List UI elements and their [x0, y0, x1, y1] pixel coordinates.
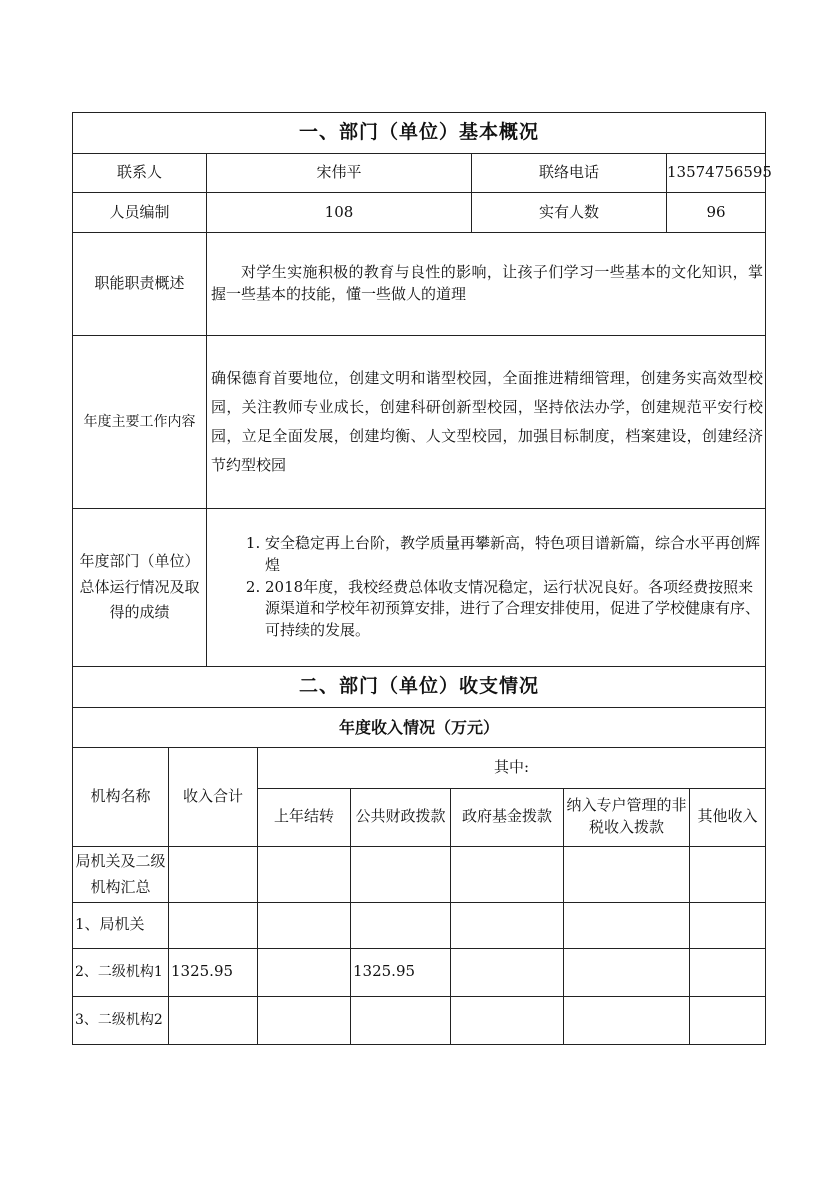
row-name: 1、局机关 [73, 902, 169, 948]
col-public-fiscal-header: 公共财政拨款 [351, 788, 451, 846]
table-row [73, 948, 766, 996]
row-cell [690, 846, 766, 902]
col-total-header: 收入合计 [169, 748, 258, 846]
table-row [73, 996, 766, 1044]
row-cell [451, 902, 564, 948]
row-cell [564, 846, 690, 902]
achievements-cell [207, 509, 766, 667]
row-cell [564, 996, 690, 1044]
row-total [169, 996, 258, 1044]
income-table [72, 748, 766, 1045]
actual-label: 实有人数 [472, 193, 667, 233]
achievement-item: 1. 安全稳定再上台阶，教学质量再攀新高，特色项目谱新篇，综合水平再创辉煌 [265, 533, 761, 577]
row-name: 2、二级机构1 [73, 948, 169, 996]
row-name: 3、二级机构2 [73, 996, 169, 1044]
income-title: 年度收入情况（万元） [73, 708, 766, 748]
annual-work-text: 确保德育首要地位，创建文明和谐型校园，全面推进精细管理，创建务实高效型校园，关注教师专业成长，创建科研创新型校园，坚持依法办学，创建规范平安行校园，立足全面发展，创建均衡、人文型校园，加强目标制度，档案建设，创建经济节约型校园 [207, 336, 766, 509]
col-other-header: 其他收入 [690, 788, 766, 846]
row-name: 局机关及二级机构汇总 [73, 846, 169, 902]
row-cell [258, 846, 351, 902]
row-cell [451, 948, 564, 996]
row-cell [351, 902, 451, 948]
section1-title: 一、部门（单位）基本概况 [73, 113, 766, 154]
duties-label: 职能职责概述 [73, 233, 207, 336]
annual-work-label: 年度主要工作内容 [73, 336, 207, 509]
col-among-header: 其中: [258, 748, 766, 788]
phone-label: 联络电话 [472, 154, 667, 193]
achievements-list [207, 533, 765, 642]
row-cell [351, 846, 451, 902]
achievements-label: 年度部门（单位）总体运行情况及取得的成绩 [73, 509, 207, 667]
col-nontax-header: 纳入专户管理的非税收入拨款 [564, 788, 690, 846]
col-gov-fund-header: 政府基金拨款 [451, 788, 564, 846]
row-cell [564, 948, 690, 996]
staffing-label: 人员编制 [73, 193, 207, 233]
basic-info-table [72, 112, 772, 748]
actual-value: 96 [667, 193, 766, 233]
achievement-item: 2. 2018年度，我校经费总体收支情况稳定，运行状况良好。各项经费按照来源渠道和学校年初预算安排，进行了合理安排使用，促进了学校健康有序、可持续的发展。 [265, 577, 761, 642]
row-cell [451, 846, 564, 902]
table-row [73, 902, 766, 948]
row-cell: 1325.95 [351, 948, 451, 996]
col-carryover-header: 上年结转 [258, 788, 351, 846]
row-cell [258, 902, 351, 948]
row-cell [451, 996, 564, 1044]
section2-title: 二、部门（单位）收支情况 [73, 667, 766, 708]
row-cell [564, 902, 690, 948]
row-total [169, 902, 258, 948]
row-cell [258, 948, 351, 996]
col-org-header: 机构名称 [73, 748, 169, 846]
row-cell [258, 996, 351, 1044]
duties-text: 对学生实施积极的教育与良性的影响，让孩子们学习一些基本的文化知识，掌握一些基本的技能，懂一些做人的道理 [207, 233, 766, 336]
row-cell [351, 996, 451, 1044]
row-cell [690, 996, 766, 1044]
contact-label: 联系人 [73, 154, 207, 193]
row-cell [690, 948, 766, 996]
table-row [73, 846, 766, 902]
phone-value: 13574756595 [667, 154, 766, 193]
row-cell [690, 902, 766, 948]
row-total: 1325.95 [169, 948, 258, 996]
contact-value: 宋伟平 [207, 154, 472, 193]
staffing-value: 108 [207, 193, 472, 233]
row-total [169, 846, 258, 902]
document-page [72, 112, 772, 1045]
